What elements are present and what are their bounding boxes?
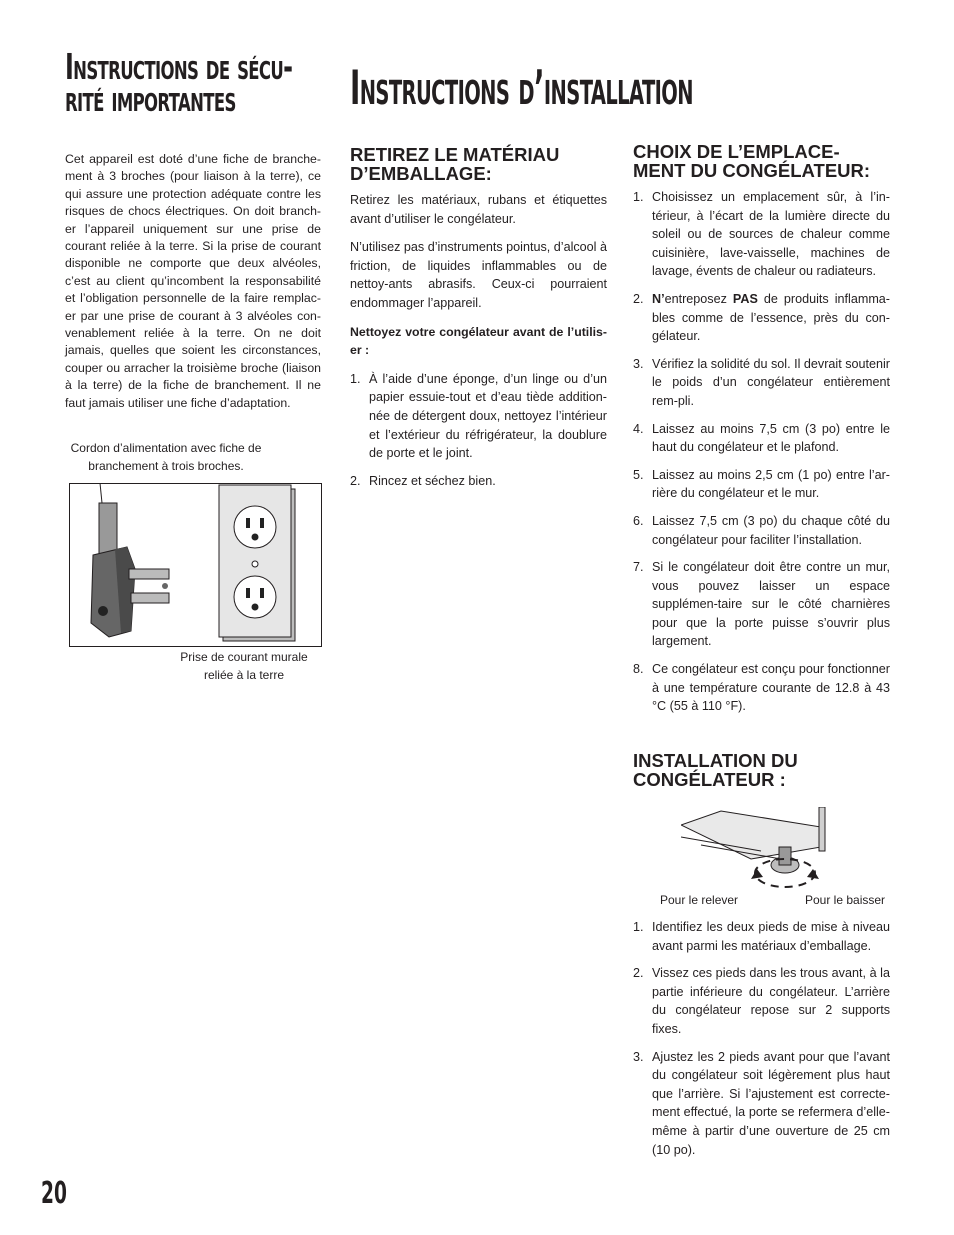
list-item: 1. À l’aide d’une éponge, d’un linge ou d’un papier essuie-tout et d’eau tiède addition-née de détergent doux, nettoyez l’intérieur et l’extérieur du réfrigérateur, la doublure de porte et le joint. bbox=[350, 371, 607, 461]
install-title: Instructions d’installation bbox=[350, 61, 693, 116]
safety-paragraph: Cet appareil est doté d’une fiche de branche-ment à 3 broches (pour liaison à la terre), ce qui assure une protection adéquate contre les risques de chocs électriques. On doit branch-er l’appareil uniquement sur une prise de courant reliée à la terre. Si la prise de courant disponible ne comporte que deux alvéoles, c’est au client qu’incombent la responsabilité et l’obligation personnelle de la faire remplac-er par une prise de courant à 3 alvéoles con-venablement reliée à la terre. On ne doit jamais, quelles que soient les circonstances, couper ou arracher la troisième broche (liaison à la terre) de la fiche de branchement. Il ne faut jamais utiliser une fiche d’adaptation. bbox=[65, 152, 321, 410]
list-item: 2. Vissez ces pieds dans les trous avant, à la partie inférieure du congélateur. L’arrière du congélateur repose sur 2 supports fixes. bbox=[633, 966, 890, 1036]
list-item: 4. Laissez au moins 7,5 cm (3 po) entre le haut du congélateur et le plafond. bbox=[633, 421, 890, 455]
packing-bold-note: Nettoyez votre congélateur avant de l’utilis-er : bbox=[350, 324, 607, 358]
packing-column bbox=[350, 145, 607, 499]
plug-figure bbox=[66, 440, 326, 690]
location-heading: CHOIX DE L’EMPLACE- MENT DU CONGÉLATEUR: bbox=[633, 141, 871, 181]
list-item: 2. Rincez et séchez bien. bbox=[350, 473, 496, 488]
installation-column bbox=[633, 750, 890, 1157]
list-item: 3. Ajustez les 2 pieds avant pour que l’avant du congélateur soit légèrement plus haut que l’arrière. Si l’ajustement est correcte-ment effectué, la porte se refermera d’elle-même à partir d’une ouverture de 25 cm (10 po). bbox=[633, 1049, 890, 1157]
location-column bbox=[633, 142, 890, 725]
safety-title bbox=[65, 47, 293, 120]
label-lower: Pour le baisser bbox=[805, 893, 886, 907]
location-list bbox=[633, 188, 890, 716]
installation-heading: INSTALLATION DU CONGÉLATEUR : bbox=[633, 750, 798, 790]
safety-column bbox=[65, 47, 321, 410]
list-item: 1. Identifiez les deux pieds de mise à niveau avant parmi les matériaux d’emballage. bbox=[633, 920, 890, 953]
list-item: 6. Laissez 7,5 cm (3 po) du chaque côté du congélateur pour faciliter l’installation. bbox=[633, 513, 890, 547]
safety-title-line1: Instructions de sécu- bbox=[65, 47, 293, 88]
packing-list bbox=[350, 370, 607, 491]
plug-and-outlet-illustration bbox=[69, 483, 323, 649]
list-item: 3. Vérifiez la solidité du sol. Il devrait soutenir le poids d’un congélateur entièrement rem-pli. bbox=[633, 356, 890, 408]
list-item: 7. Si le congélateur doit être contre un mur, vous pouvez laisser un espace supplémen-taire sur le côté charnières pour que la porte puisse s’ouvrir plus largement. bbox=[633, 560, 890, 649]
installation-list bbox=[633, 918, 890, 1168]
packing-p2: N’utilisez pas d’instruments pointus, d’alcool à friction, de liquides inflammables ou de nettoy-ants abrasifs. Ceux-ci pourraient endommager l’appareil. bbox=[350, 240, 607, 310]
packing-p1: Retirez les matériaux, rubans et étiquettes avant d’utiliser le congélateur. bbox=[350, 193, 607, 226]
label-raise: Pour le relever bbox=[660, 893, 739, 907]
safety-title-line2: rité importantes bbox=[65, 79, 236, 120]
list-item: 2. N’entreposez PAS de produits inflamma-bles comme de l’essence, près du con-gélateur. bbox=[633, 291, 891, 344]
plug-figure-caption-bottom: Prise de courant murale reliée à la terre bbox=[180, 650, 308, 682]
plug-figure-caption-top: Cordon d’alimentation avec fiche de branchement à trois broches. bbox=[70, 441, 262, 473]
page-number: 20 bbox=[41, 1176, 67, 1211]
list-item: 8. Ce congélateur est conçu pour fonctionner à une température courante de 12.8 à 43 °C (55 à 110 °F). bbox=[633, 662, 890, 714]
list-item: 5. Laissez au moins 2,5 cm (1 po) entre l’ar-rière du congélateur et le mur. bbox=[633, 467, 890, 501]
list-item: 1. Choisissez un emplacement sûr, à l’in-térieur, à l’écart de la lumière directe du soleil ou de sources de chaleur comme cuisinière, lave-vaisselle, machines de lavage, évents de chaleur ou radiateurs. bbox=[633, 190, 890, 279]
packing-heading: RETIREZ LE MATÉRIAU D’EMBALLAGE: bbox=[350, 144, 560, 184]
leveling-leg-illustration bbox=[681, 807, 841, 891]
